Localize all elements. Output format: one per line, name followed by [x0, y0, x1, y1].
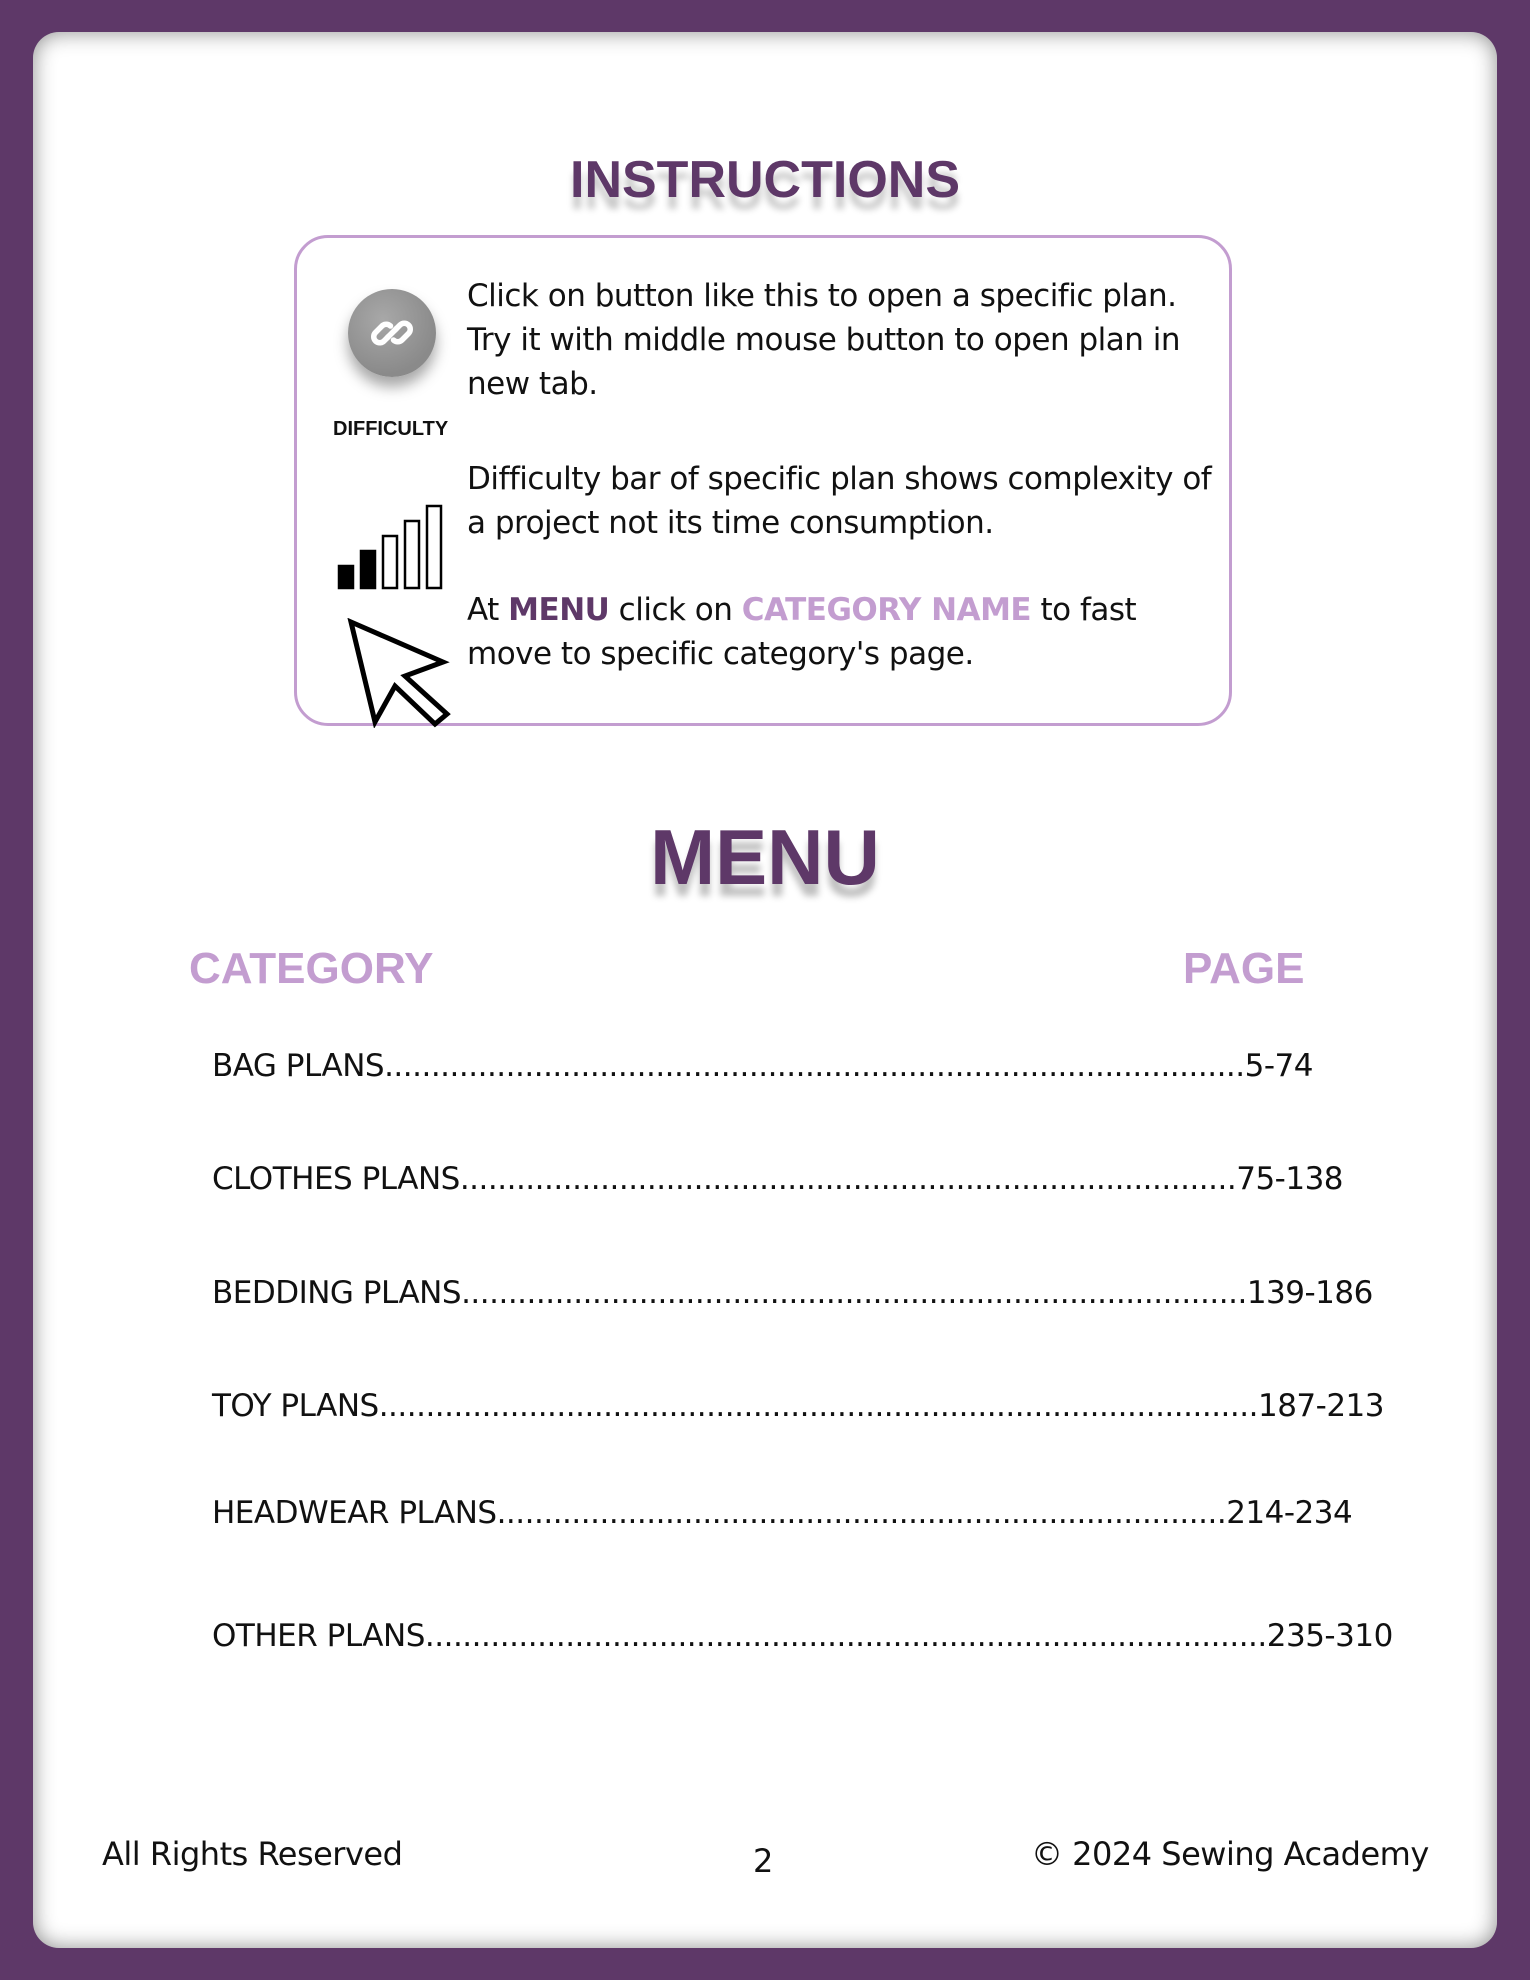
menu-item-other-plans[interactable]: [212, 1618, 1393, 1654]
page: [33, 32, 1497, 1948]
menu-item-pages: 214-234: [1226, 1495, 1353, 1531]
menu-instruction-suffix: to fast move to specific category's page.: [467, 592, 1137, 672]
difficulty-label: DIFFICULTY: [333, 418, 449, 440]
menu-item-leader: ..............................................................................................: [378, 1388, 1258, 1424]
menu-item-headwear-plans[interactable]: [212, 1495, 1352, 1531]
menu-item-label[interactable]: CLOTHES PLANS: [212, 1161, 460, 1197]
menu-item-pages: 5-74: [1244, 1048, 1313, 1084]
difficulty-bar: [339, 566, 353, 588]
menu-instruction-mid: click on: [609, 592, 742, 628]
footer-rights: All Rights Reserved: [102, 1835, 403, 1873]
link-instruction-text: Click on button like this to open a specific plan. Try it with middle mouse button to open plan in new tab.: [467, 278, 1181, 402]
link-button-example[interactable]: [348, 289, 436, 377]
menu-item-pages: 75-138: [1236, 1161, 1344, 1197]
menu-item-leader: ...................................................................................: [459, 1161, 1237, 1197]
menu-instruction-text: [467, 588, 1227, 676]
menu-item-pages: 139-186: [1246, 1275, 1373, 1311]
menu-item-leader: ..............................................................................: [496, 1495, 1227, 1531]
menu-title: MENU: [650, 813, 880, 901]
menu-item-toy-plans[interactable]: [212, 1388, 1384, 1424]
menu-item-pages: 235-310: [1266, 1618, 1393, 1654]
menu-item-leader: ............................................................................................: [384, 1048, 1245, 1084]
menu-item-label[interactable]: OTHER PLANS: [212, 1618, 425, 1654]
menu-item-leader: ....................................................................................: [461, 1275, 1247, 1311]
page-column-header: PAGE: [1183, 944, 1305, 993]
difficulty-bar: [427, 506, 441, 588]
menu-item-clothes-plans[interactable]: [212, 1161, 1343, 1197]
instructions-title: INSTRUCTIONS: [570, 151, 960, 209]
difficulty-bar: [405, 521, 419, 588]
menu-item-bag-plans[interactable]: [212, 1048, 1313, 1084]
menu-item-pages: 187-213: [1257, 1388, 1384, 1424]
footer-page-number: 2: [753, 1842, 773, 1880]
instructions-box: [294, 235, 1232, 726]
menu-item-bedding-plans[interactable]: [212, 1275, 1373, 1311]
cursor-arrow-icon: [347, 618, 457, 728]
difficulty-bar-icon: [337, 493, 457, 593]
menu-item-label[interactable]: BEDDING PLANS: [212, 1275, 462, 1311]
menu-item-label[interactable]: BAG PLANS: [212, 1048, 385, 1084]
difficulty-instruction-text: Difficulty bar of specific plan shows complexity of a project not its time consumption.: [467, 461, 1212, 541]
link-icon: [370, 311, 414, 355]
menu-item-label[interactable]: HEADWEAR PLANS: [212, 1495, 497, 1531]
menu-item-label[interactable]: TOY PLANS: [212, 1388, 379, 1424]
difficulty-bar: [361, 551, 375, 588]
menu-keyword: MENU: [508, 592, 610, 628]
footer-copyright: © 2024 Sewing Academy: [1031, 1835, 1429, 1873]
category-name-keyword: CATEGORY NAME: [741, 592, 1032, 628]
menu-item-leader: ..........................................................................................: [424, 1618, 1267, 1654]
difficulty-bar: [383, 536, 397, 588]
menu-instruction-prefix: At: [467, 592, 509, 628]
category-column-header: CATEGORY: [189, 944, 434, 993]
